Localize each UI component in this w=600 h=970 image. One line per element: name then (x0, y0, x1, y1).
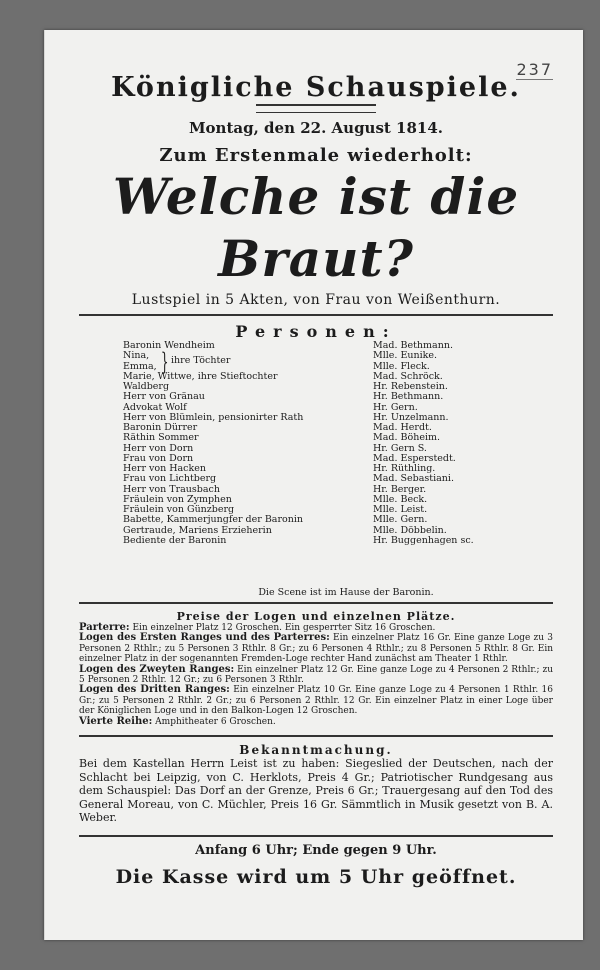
cast-actor: Hr. Unzelmann. (373, 411, 449, 423)
brace-label: ihre Töchter (171, 355, 231, 366)
cast-actor: Mad. Esperstedt. (373, 452, 456, 464)
cast-actor: Mlle. Eunike. (373, 350, 438, 362)
cast-actor: Mad. Sebastiani. (373, 473, 454, 485)
date-line: Montag, den 22. August 1814. (188, 119, 444, 137)
price-label: Logen des Ersten Ranges und des Parterres: (79, 632, 330, 644)
price-rank3 (79, 685, 553, 716)
price-label: Logen des Zweyten Ranges: (79, 663, 235, 675)
price-text: Ein einzelner Platz 12 Gr. Eine ganze Loge zu 4 Personen 2 Rthlr.; zu 5 Personen 2 Rthlr. 12 Gr.; zu 6 Personen 3 Rthlr. (79, 664, 553, 686)
price-text: Amphitheater 6 Groschen. (155, 716, 276, 727)
price-text: Ein einzelner Platz 16 Gr. Eine ganze Loge zu 3 Personen 2 Rthlr.; zu 5 Personen 3 Rthlr. 8 Gr.; zu 6 Personen 4 Rthlr.; zu 8 Personen 5 Rthlr. 8 Gr. Ein einzelner Platz in der sogenannten Fremden-Loge rechter Hand zunächst am Theater 1 Rthlr. (79, 633, 553, 665)
cast-row (79, 536, 553, 546)
catalog-note: 237 (516, 60, 553, 79)
cast-row (79, 433, 553, 443)
prices-title: Preise der Logen und einzelnen Plätze. (176, 610, 456, 623)
cast-role: Herr von Gränau (123, 391, 205, 403)
cast-actor: Mad. Schröck. (373, 370, 443, 382)
divider (79, 602, 553, 604)
cast-role: Advokat Wolf (123, 401, 187, 413)
cast-actor: Hr. Bethmann. (373, 391, 444, 403)
playbill-sheet (44, 30, 583, 940)
cast-role: Emma, (123, 360, 157, 372)
performance-subtitle: Zum Erstenmale wiederholt: (159, 145, 473, 166)
price-row4 (79, 717, 553, 727)
divider (79, 314, 553, 316)
price-text: Ein einzelner Platz 10 Gr. Eine ganze Loge zu 4 Personen 1 Rthlr. 16 Gr.; zu 5 Personen 2 Rthlr. 2 Gr.; zu 6 Personen 2 Rthlr. 12 Gr. Ein einzelner Platz in einer Loge über der Königlichen Loge und in den Balkon-Logen 12 Groschen. (79, 685, 553, 717)
divider (79, 835, 553, 837)
theater-title: Königliche Schauspiele. (111, 72, 521, 103)
price-rank2 (79, 665, 553, 686)
cast-actor: Mlle. Gern. (373, 514, 428, 526)
cast-actor: Mlle. Döbbelin. (373, 524, 447, 536)
cast-actor: Mad. Böheim. (373, 432, 441, 444)
play-byline: Lustspiel in 5 Akten, von Frau von Weißenthurn. (131, 292, 501, 308)
title-rule (256, 104, 376, 113)
cast-heading: Personen: (235, 322, 397, 341)
prices-block (79, 623, 553, 727)
cast-role: Fräulein von Zymphen (123, 493, 232, 505)
cast-actor: Hr. Rebenstein. (373, 381, 448, 392)
cast-actor: Hr. Gern S. (373, 442, 427, 454)
cast-actor: Hr. Buggenhagen sc. (373, 534, 474, 546)
cast-role: Babette, Kammerjungfer der Baronin (123, 514, 303, 526)
divider (79, 735, 553, 737)
scene-note: Die Scene ist im Hause der Baronin. (258, 587, 434, 598)
cast-role: Frau von Lichtberg (123, 473, 217, 485)
cast-role: Fräulein von Günzberg (123, 504, 235, 515)
price-rank1 (79, 633, 553, 664)
cast-row (79, 392, 553, 402)
cast-role: Herr von Hacken (123, 463, 206, 474)
cast-role: Frau von Dorn (123, 452, 194, 464)
cast-actor: Hr. Gern. (373, 401, 418, 413)
price-label: Parterre: (79, 622, 130, 633)
cast-actor: Mad. Herdt. (373, 422, 432, 433)
box-office-note: Die Kasse wird um 5 Uhr geöffnet. (115, 865, 517, 888)
cast-row (79, 341, 553, 351)
cast-role: Marie, Wittwe, ihre Stieftochter (123, 370, 278, 382)
cast-actor: Mlle. Beck. (373, 493, 428, 505)
announcement-title: Bekanntmachung. (239, 743, 393, 758)
cast-row (79, 351, 553, 361)
cast-role: Räthin Sommer (123, 432, 199, 444)
play-title: Welche ist die Braut? (112, 167, 520, 288)
cast-role: Nina, (123, 350, 150, 362)
cast-list (79, 341, 553, 587)
brace-glyph: } (160, 348, 169, 376)
cast-actor: Mlle. Leist. (373, 504, 428, 515)
cast-row (79, 515, 553, 525)
cast-actor: Mad. Bethmann. (373, 340, 453, 351)
announcement-text: Bei dem Kastellan Herrn Leist ist zu haben: Siegeslied der Deutschen, nach der Schlacht bei Leipzig, von C. Herklots, Preis 4 Gr.; Patriotischer Rundgesang aus dem Schauspiel: Das Dorf an der Grenze, Preis 6 Gr.; Trauergesang auf den Tod des General Moreau, von C. Müchler, Preis 16 Gr. Sämmtlich in Musik gesetzt von B. A. Weber. (79, 757, 553, 825)
performance-times: Anfang 6 Uhr; Ende gegen 9 Uhr. (195, 842, 437, 858)
cast-role: Baronin Dürrer (123, 422, 198, 433)
cast-actor: Hr. Rüthling. (373, 463, 436, 474)
cast-role: Waldberg (123, 381, 170, 392)
cast-role: Herr von Blümlein, pensionirter Rath (123, 411, 304, 423)
cast-role: Bediente der Baronin (123, 534, 227, 546)
cast-role: Herr von Trausbach (123, 483, 220, 495)
playbill-content (79, 30, 553, 888)
cast-role: Herr von Dorn (123, 442, 194, 454)
cast-role: Baronin Wendheim (123, 340, 215, 351)
cast-row (79, 474, 553, 484)
price-label: Vierte Reihe: (79, 715, 153, 727)
cast-role: Gertraude, Mariens Erzieherin (123, 524, 272, 536)
cast-actor: Mlle. Fleck. (373, 360, 430, 372)
price-text: Ein einzelner Platz 12 Groschen. Ein gesperrter Sitz 16 Groschen. (132, 623, 436, 633)
cast-actor: Hr. Berger. (373, 483, 427, 495)
price-label: Logen des Dritten Ranges: (79, 684, 230, 696)
